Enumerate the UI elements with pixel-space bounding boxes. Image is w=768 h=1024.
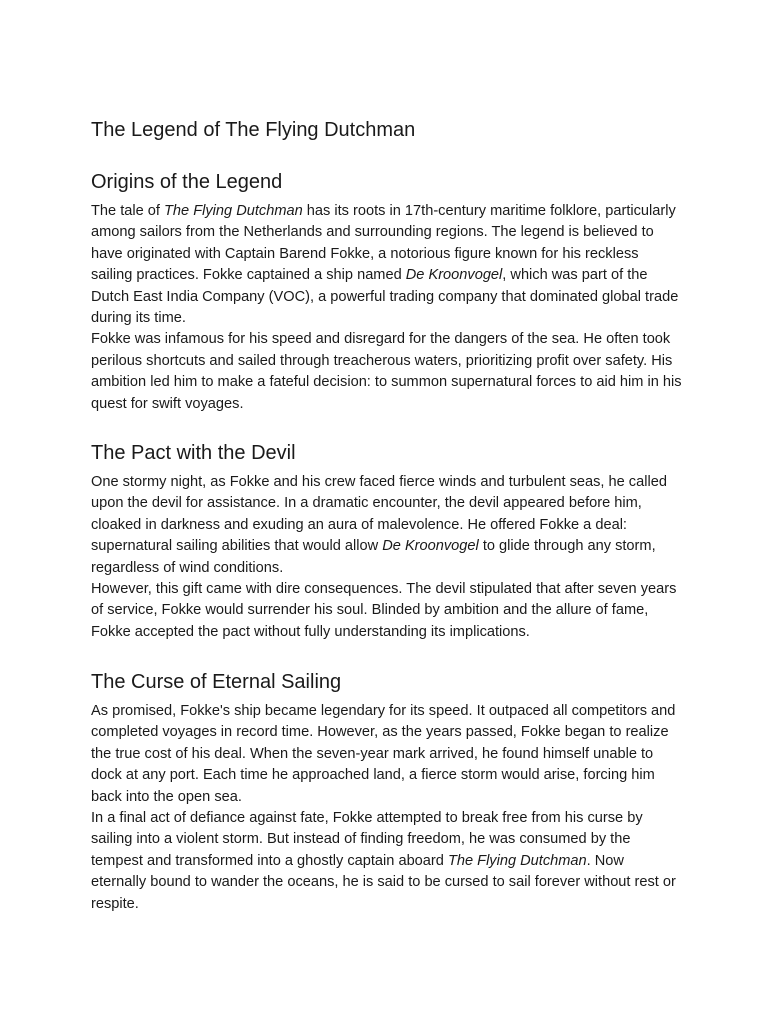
italic-title-text: The Flying Dutchman bbox=[447, 852, 587, 869]
paragraph bbox=[91, 808, 683, 915]
paragraph-text: However, this gift came with dire consequences. The devil stipulated that after seven years of service, Fokke would surrender his soul. Blinded by ambition and the allure of fame, Fokke accepted the pact without fully understanding its implications. bbox=[91, 581, 677, 640]
section-heading-pact: The Pact with the Devil bbox=[91, 442, 296, 464]
section-body-curse bbox=[91, 701, 683, 915]
section-heading-curse: The Curse of Eternal Sailing bbox=[91, 671, 342, 693]
document-title: The Legend of The Flying Dutchman bbox=[91, 119, 416, 141]
section-heading-origins: Origins of the Legend bbox=[91, 171, 283, 193]
italic-title-text: The Flying Dutchman bbox=[164, 203, 303, 219]
italic-title-text: De Kroonvogel bbox=[382, 538, 479, 555]
paragraph-text: has its roots in 17th-century maritime folklore, particularly among sailors from the Netherlands and surrounding regions. The legend is believed to have originated with Captain Barend Fokke, a notorious figure known for his reckless sailing practices. Fokke captained a ship named bbox=[91, 203, 676, 284]
paragraph-text: One stormy night, as Fokke and his crew faced fierce winds and turbulent seas, he called upon the devil for assistance. In a dramatic encounter, the devil appeared before him, cloaked in darkness and exuding an aura of malevolence. He offered Fokke a deal: supernatural sailing abilities that would allow bbox=[91, 474, 667, 555]
section-body-pact bbox=[91, 472, 683, 643]
paragraph bbox=[91, 329, 683, 415]
paragraph-text: . Now eternally bound to wander the oceans, he is said to be cursed to sail forever without rest or respite. bbox=[91, 852, 676, 912]
paragraph bbox=[91, 472, 683, 579]
paragraph bbox=[91, 201, 683, 329]
paragraph-text: As promised, Fokke's ship became legendary for its speed. It outpaced all competitors and completed voyages in record time. However, as the years passed, Fokke began to realize the true cost of his deal. When the seven-year mark arrived, he found himself unable to dock at any port. Each time he approached land, a fierce storm would arise, forcing him back into the open sea. bbox=[91, 703, 676, 805]
paragraph-text: Fokke was infamous for his speed and disregard for the dangers of the sea. He often took perilous shortcuts and sailed through treacherous waters, prioritizing profit over safety. His ambition led him to make a fateful decision: to summon supernatural forces to aid him in his quest for swift voyages. bbox=[91, 331, 682, 412]
paragraph-text: to glide through any storm, regardless of wind conditions. bbox=[91, 538, 656, 576]
italic-title-text: De Kroonvogel bbox=[405, 267, 503, 284]
paragraph bbox=[91, 579, 683, 643]
section-body-origins bbox=[91, 201, 683, 415]
paragraph-text: The tale of bbox=[91, 203, 165, 219]
paragraph-text: , which was part of the Dutch East India Company (VOC), a powerful trading company that dominated global trade during its time. bbox=[91, 267, 679, 327]
paragraph bbox=[91, 701, 683, 808]
paragraph-text: In a final act of defiance against fate, Fokke attempted to break free from his curse by sailing into a violent storm. But instead of finding freedom, he was consumed by the tempest and transformed into a ghostly captain aboard bbox=[91, 810, 643, 869]
